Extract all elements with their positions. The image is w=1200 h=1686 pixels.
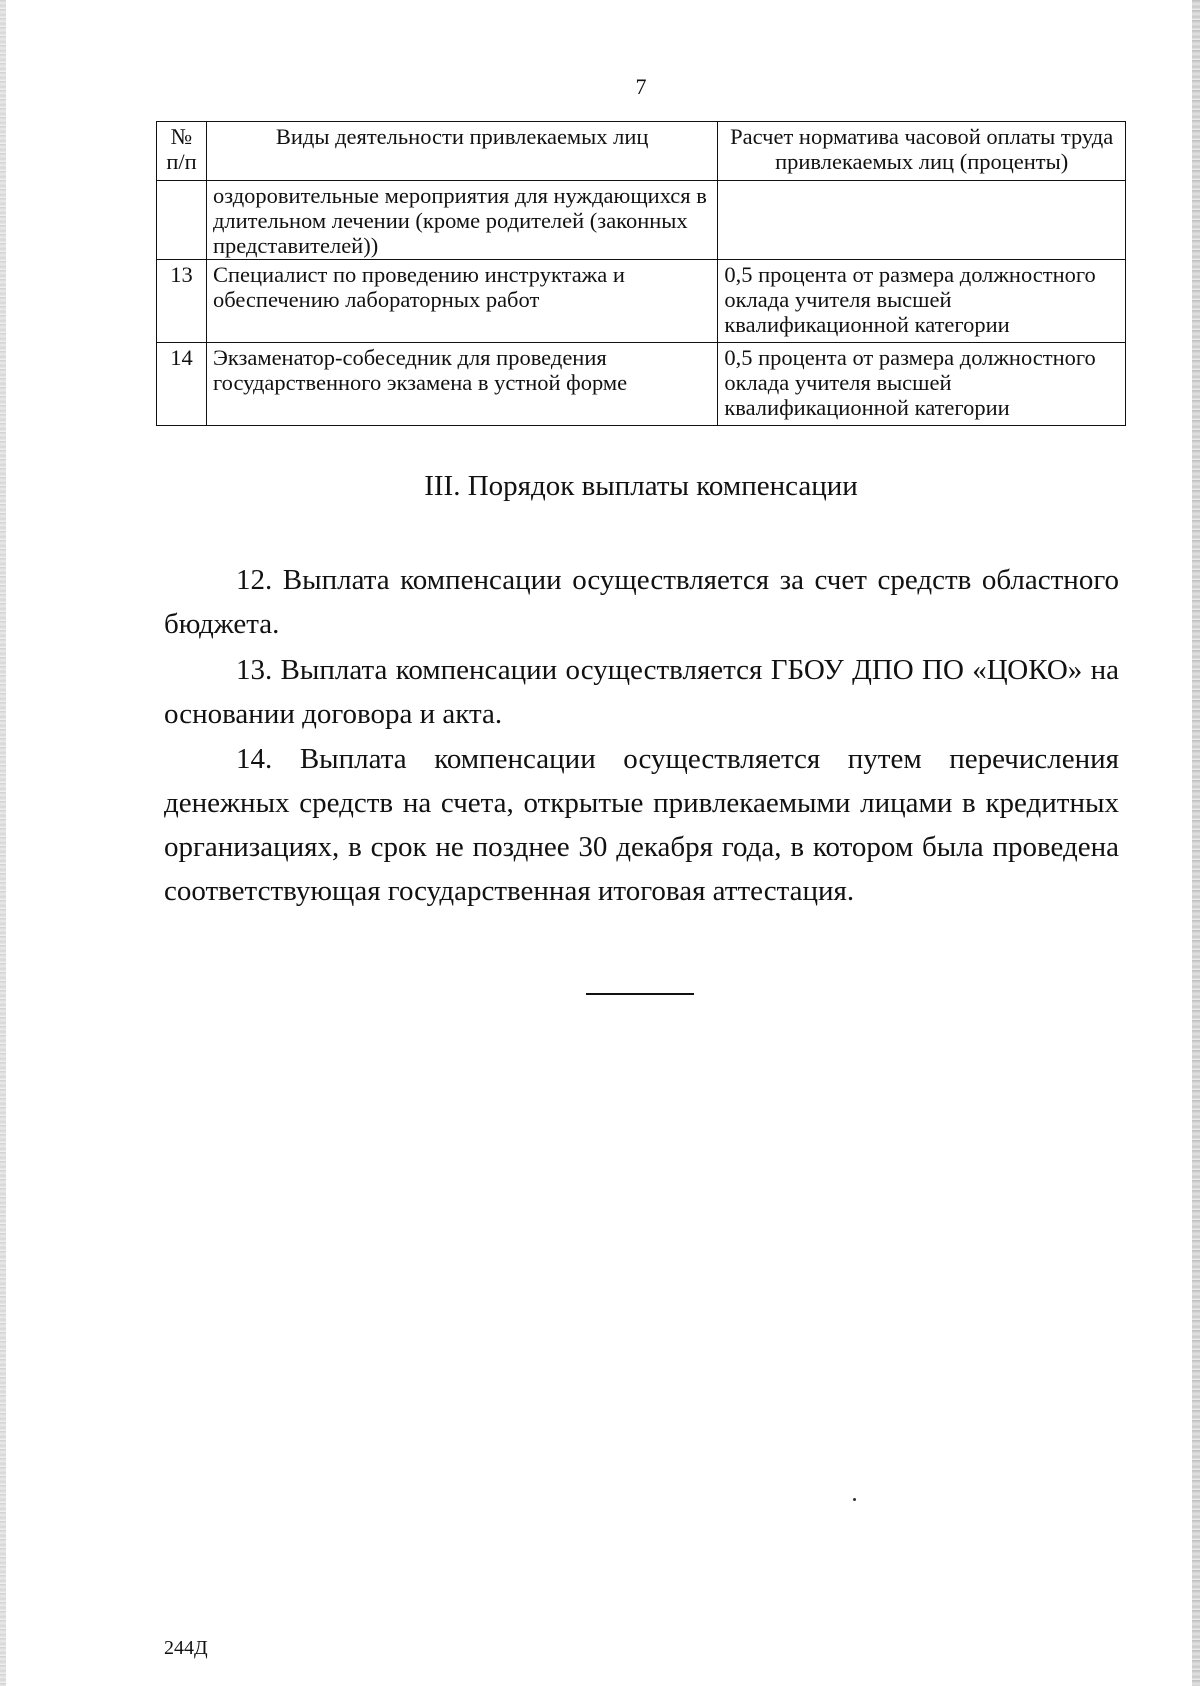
row-activity: оздоровительные мероприятия для нуждающихся в длительном лечении (кроме родителей (законных представителей)) (206, 181, 717, 260)
paragraph-13: 13. Выплата компенсации осуществляется ГБОУ ДПО ПО «ЦОКО» на основании договора и акта. (164, 654, 1119, 730)
row-rate: 0,5 процента от размера должностного оклада учителя высшей квалификационной категории (718, 343, 1126, 426)
scan-edge-right (1192, 0, 1200, 1686)
header-rate: Расчет норматива часовой оплаты труда привлекаемых лиц (проценты) (718, 122, 1126, 181)
paragraph-12: 12. Выплата компенсации осуществляется за счет средств областного бюджета. (164, 564, 1119, 640)
payment-rates-table (156, 121, 1126, 426)
table-row (157, 181, 1126, 260)
page-number: 7 (635, 74, 647, 99)
row-number: 14 (157, 343, 207, 426)
row-number: 13 (157, 260, 207, 343)
section-title: III. Порядок выплаты компенсации (424, 470, 858, 502)
scan-speck (853, 1498, 856, 1501)
table-row (157, 260, 1126, 343)
table-row (157, 343, 1126, 426)
row-number (157, 181, 207, 260)
table-header-row (157, 122, 1126, 181)
row-activity: Специалист по проведению инструктажа и обеспечению лабораторных работ (206, 260, 717, 343)
row-activity: Экзаменатор-собеседник для проведения государственного экзамена в устной форме (206, 343, 717, 426)
header-number: № п/п (157, 122, 207, 181)
row-rate (718, 181, 1126, 260)
document-code: 244Д (164, 1637, 208, 1659)
scan-edge-left (0, 0, 6, 1686)
header-activity: Виды деятельности привлекаемых лиц (206, 122, 717, 181)
row-rate: 0,5 процента от размера должностного оклада учителя высшей квалификационной категории (718, 260, 1126, 343)
end-divider (586, 993, 694, 995)
paragraph-14: 14. Выплата компенсации осуществляется путем перечисления денежных средств на счета, открытые привлекаемыми лицами в кредитных организациях, в срок не позднее 30 декабря года, в котором была проведена соответствующая государственная итоговая аттестация. (164, 743, 1119, 907)
